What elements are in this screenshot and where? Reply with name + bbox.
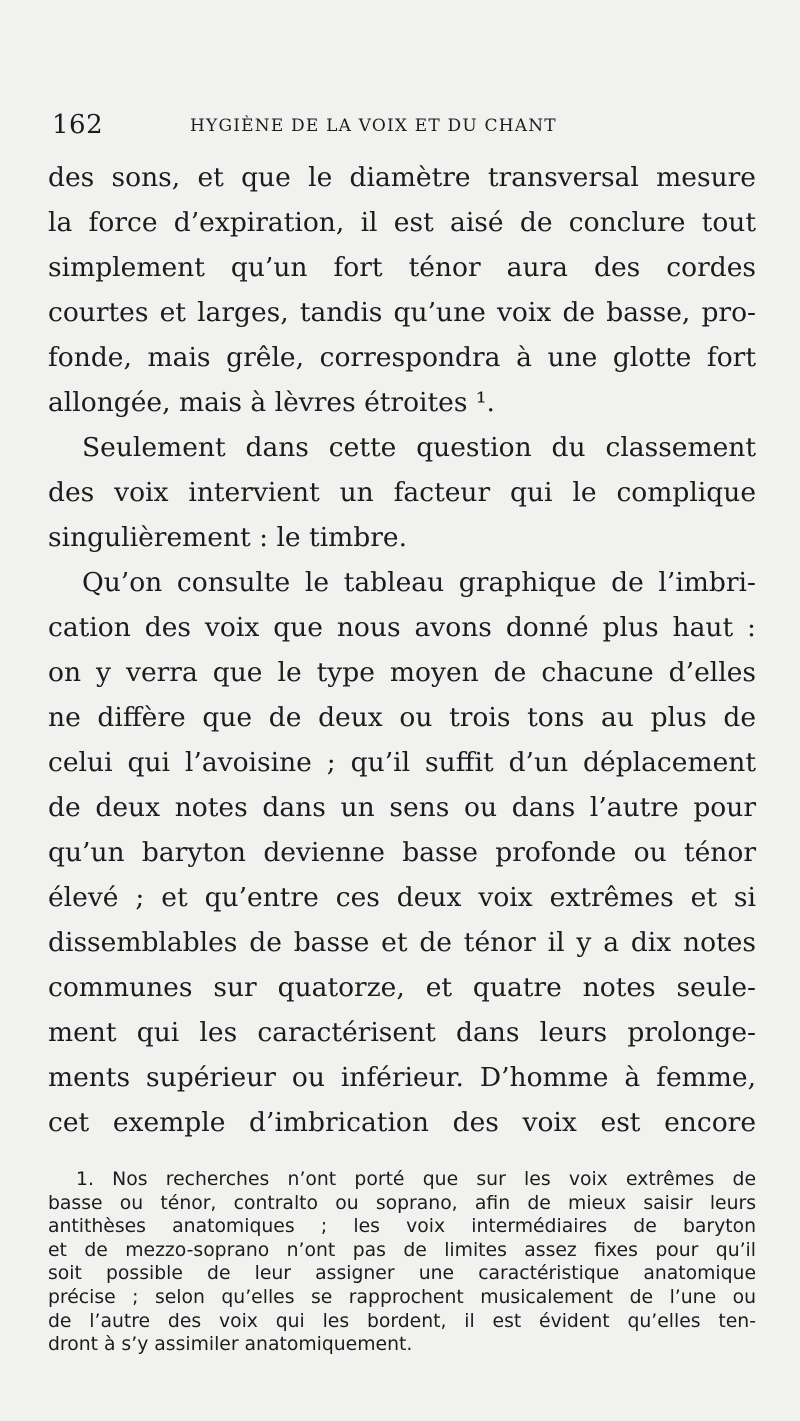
footnote-line: basse ou ténor, contralto ou soprano, afin de mieux saisir leurs (48, 1192, 756, 1214)
footnote-line: et de mezzo-soprano n’ont pas de limites assez fixes pour qu’il (48, 1239, 756, 1261)
text-line: communes sur quatorze, et quatre notes seule- (48, 972, 756, 1003)
text-line: simplement qu’un fort ténor aura des cordes (48, 252, 756, 283)
text-line: ment qui les caractérisent dans leurs prolonge- (48, 1017, 756, 1048)
body-text (48, 155, 756, 1145)
text-line: celui qui l’avoisine ; qu’il suffit d’un déplacement (48, 747, 756, 778)
footnote-line: de l’autre des voix qui les bordent, il est évident qu’elles ten- (48, 1310, 756, 1332)
text-line: des voix intervient un facteur qui le complique (48, 477, 756, 508)
footnote-line: dront à s’y assimiler anatomiquement. (48, 1334, 413, 1356)
text-line: on y verra que le type moyen de chacune d’elles (48, 657, 756, 688)
text-line: élevé ; et qu’entre ces deux voix extrêmes et si (48, 882, 756, 913)
text-line: singulièrement : le timbre. (48, 522, 408, 553)
text-line: fonde, mais grêle, correspondra à une glotte fort (48, 342, 756, 373)
footnote-line: antithèses anatomiques ; les voix intermédiaires de baryton (48, 1216, 756, 1238)
text-line: de deux notes dans un sens ou dans l’autre pour (48, 792, 756, 823)
page-number: 162 (52, 110, 104, 140)
running-head: HYGIÈNE DE LA VOIX ET DU CHANT (190, 116, 557, 136)
text-line: qu’un baryton devienne basse profonde ou ténor (48, 837, 756, 868)
text-line: la force d’expiration, il est aisé de conclure tout (48, 207, 756, 238)
paragraph-start-line: Seulement dans cette question du classement (82, 432, 756, 463)
text-line: des sons, et que le diamètre transversal mesure (48, 162, 756, 193)
text-line: ne diffère que de deux ou trois tons au plus de (48, 702, 756, 733)
footnote-line: soit possible de leur assigner une caractéristique anatomique (48, 1263, 756, 1285)
text-line: cet exemple d’imbrication des voix est encore (48, 1107, 756, 1138)
text-line: cation des voix que nous avons donné plus haut : (48, 612, 756, 643)
page-header (50, 110, 740, 146)
text-line: allongée, mais à lèvres étroites ¹. (48, 387, 495, 418)
text-line: ments supérieur ou inférieur. D’homme à femme, (48, 1062, 756, 1093)
text-line: dissemblables de basse et de ténor il y a dix notes (48, 927, 756, 958)
text-line: courtes et larges, tandis qu’une voix de basse, pro- (48, 297, 756, 328)
footnote-line: 1. Nos recherches n’ont porté que sur les voix extrêmes de (76, 1169, 756, 1190)
footnote (48, 1168, 756, 1357)
paragraph-start-line: Qu’on consulte le tableau graphique de l’imbri- (82, 567, 756, 598)
footnote-line: précise ; selon qu’elles se rapprochent musicalement de l’une ou (48, 1286, 756, 1308)
